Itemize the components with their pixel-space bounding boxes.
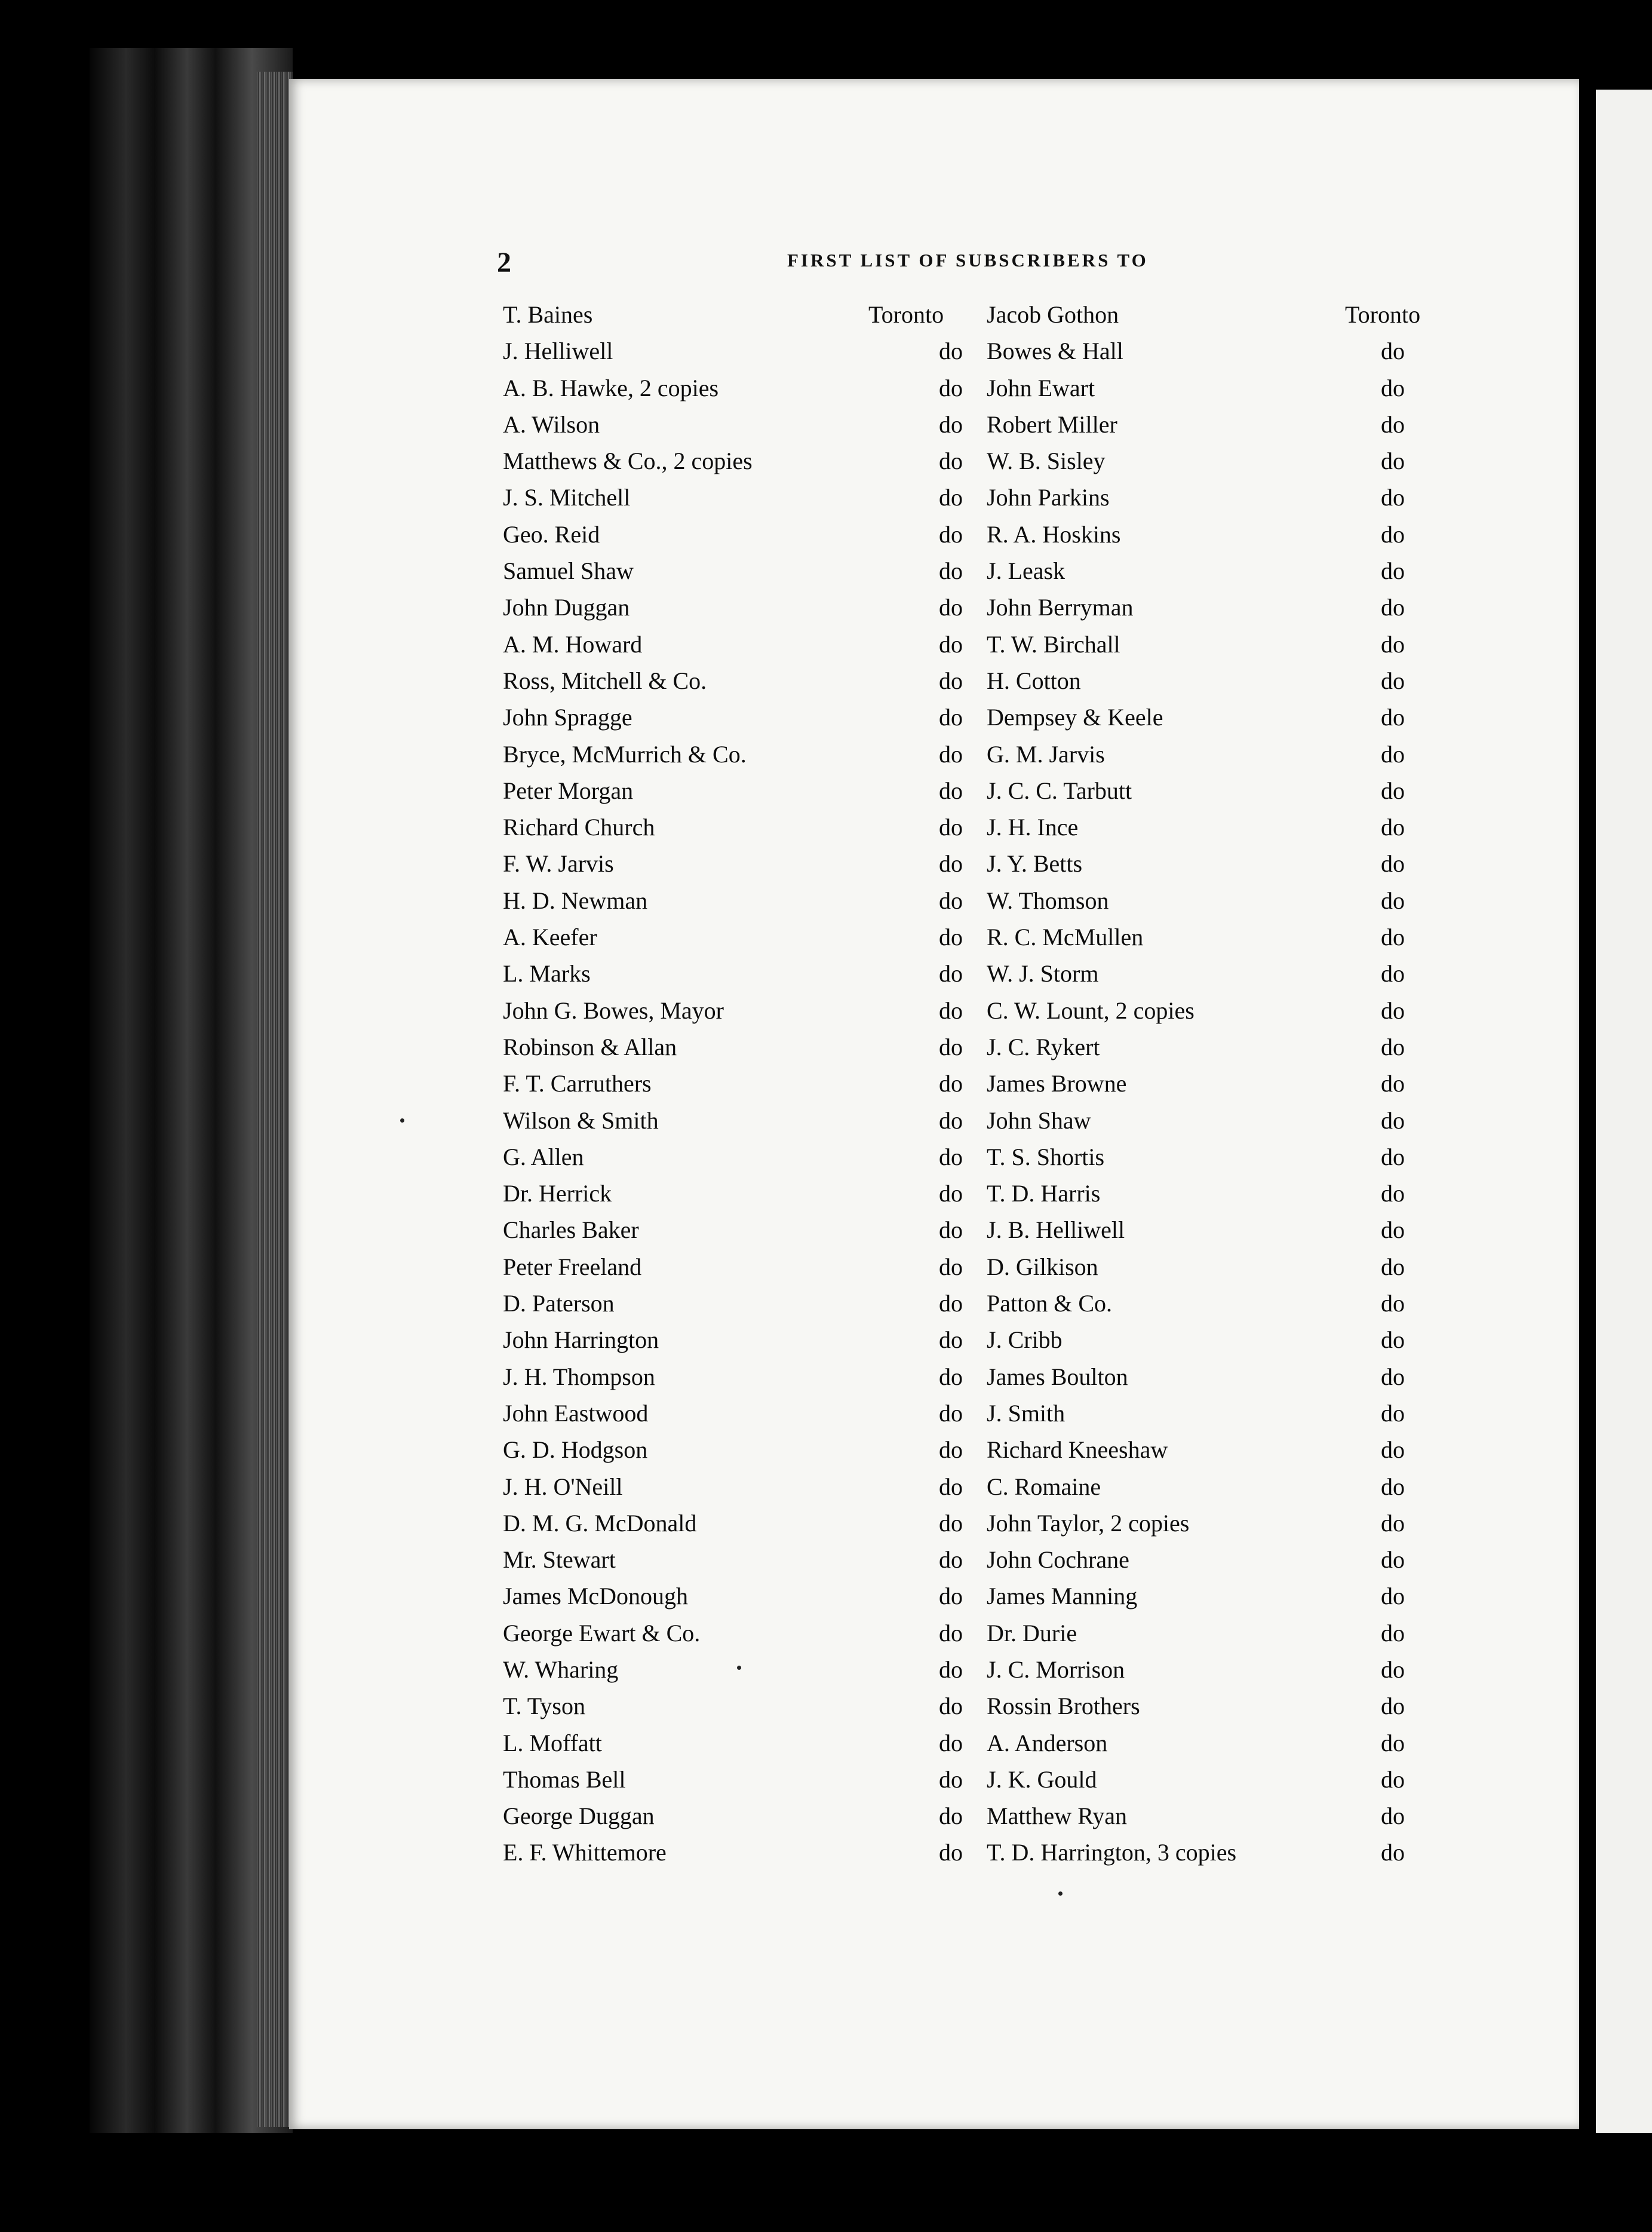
subscriber-name-left: John G. Bowes, Mayor bbox=[503, 997, 724, 1024]
subscriber-row bbox=[497, 955, 1441, 992]
print-speck bbox=[400, 1118, 404, 1123]
subscriber-place-right: do bbox=[1381, 338, 1405, 365]
subscriber-place-right: do bbox=[1381, 1473, 1405, 1500]
subscriber-name-right: J. C. Rykert bbox=[987, 1033, 1100, 1060]
subscriber-name-right: John Shaw bbox=[987, 1106, 1091, 1134]
subscriber-name-right: John Berryman bbox=[987, 594, 1134, 621]
subscriber-place-left: do bbox=[939, 1290, 963, 1317]
subscriber-row bbox=[497, 699, 1441, 735]
subscriber-place-left: do bbox=[939, 1253, 963, 1280]
subscriber-name-left: F. T. Carruthers bbox=[503, 1070, 652, 1097]
subscriber-place-right: do bbox=[1381, 1180, 1405, 1207]
subscriber-name-left: Ross, Mitchell & Co. bbox=[503, 667, 707, 694]
subscriber-place-left: do bbox=[939, 1509, 963, 1537]
subscriber-row bbox=[497, 1761, 1441, 1798]
subscriber-row bbox=[497, 626, 1441, 663]
subscriber-name-right: Dempsey & Keele bbox=[987, 704, 1163, 731]
subscriber-place-right: do bbox=[1381, 557, 1405, 585]
subscriber-row bbox=[497, 1541, 1441, 1578]
subscriber-place-left: do bbox=[939, 1070, 963, 1097]
subscriber-name-left: Bryce, McMurrich & Co. bbox=[503, 740, 747, 768]
subscriber-name-left: Peter Freeland bbox=[503, 1253, 642, 1280]
subscriber-place-left: do bbox=[939, 1655, 963, 1683]
subscriber-place-left: do bbox=[939, 1693, 963, 1720]
subscriber-place-left: do bbox=[939, 924, 963, 951]
subscriber-name-left: Dr. Herrick bbox=[503, 1180, 612, 1207]
subscriber-place-right: do bbox=[1381, 814, 1405, 841]
subscriber-place-right: do bbox=[1381, 1655, 1405, 1683]
subscriber-name-right: James Browne bbox=[987, 1070, 1127, 1097]
subscriber-place-left: Toronto bbox=[868, 301, 944, 328]
subscriber-row bbox=[497, 663, 1441, 699]
subscriber-name-right: Rossin Brothers bbox=[987, 1693, 1140, 1720]
subscriber-place-right: do bbox=[1381, 410, 1405, 438]
subscriber-place-left: do bbox=[939, 1363, 963, 1390]
subscriber-row bbox=[497, 1651, 1441, 1688]
subscriber-place-right: do bbox=[1381, 1839, 1405, 1866]
subscriber-name-left: Samuel Shaw bbox=[503, 557, 634, 585]
subscriber-name-left: George Duggan bbox=[503, 1802, 655, 1830]
print-speck bbox=[737, 1666, 741, 1670]
subscriber-place-right: do bbox=[1381, 704, 1405, 731]
subscriber-row bbox=[497, 370, 1441, 406]
subscriber-place-right: do bbox=[1381, 374, 1405, 401]
subscriber-place-right: do bbox=[1381, 520, 1405, 548]
subscriber-place-left: do bbox=[939, 1839, 963, 1866]
subscriber-place-right: do bbox=[1381, 1802, 1405, 1830]
subscriber-name-left: Thomas Bell bbox=[503, 1765, 626, 1793]
subscriber-name-left: George Ewart & Co. bbox=[503, 1619, 701, 1647]
subscriber-name-left: Charles Baker bbox=[503, 1216, 639, 1244]
subscriber-place-right: do bbox=[1381, 1399, 1405, 1427]
subscriber-place-left: do bbox=[939, 1436, 963, 1464]
subscriber-place-right: do bbox=[1381, 1729, 1405, 1756]
running-head: FIRST LIST OF SUBSCRIBERS TO bbox=[787, 250, 1149, 271]
subscriber-place-left: do bbox=[939, 1180, 963, 1207]
subscriber-name-right: J. Smith bbox=[987, 1399, 1065, 1427]
subscriber-place-left: do bbox=[939, 1033, 963, 1060]
subscriber-place-left: do bbox=[939, 557, 963, 585]
subscriber-place-left: do bbox=[939, 1326, 963, 1354]
subscriber-row bbox=[497, 772, 1441, 809]
subscriber-name-right: C. W. Lount, 2 copies bbox=[987, 997, 1195, 1024]
subscriber-place-left: do bbox=[939, 374, 963, 401]
subscriber-name-right: John Ewart bbox=[987, 374, 1095, 401]
subscriber-name-right: W. B. Sisley bbox=[987, 447, 1106, 475]
subscriber-place-right: do bbox=[1381, 1765, 1405, 1793]
subscriber-place-right: do bbox=[1381, 1326, 1405, 1354]
subscriber-place-left: do bbox=[939, 1546, 963, 1574]
subscriber-place-right: do bbox=[1381, 1693, 1405, 1720]
subscriber-name-right: John Parkins bbox=[987, 484, 1110, 511]
subscriber-name-right: W. J. Storm bbox=[987, 960, 1099, 988]
subscriber-place-left: do bbox=[939, 1473, 963, 1500]
subscriber-place-left: do bbox=[939, 740, 963, 768]
subscriber-place-left: do bbox=[939, 1583, 963, 1610]
subscriber-name-left: T. Tyson bbox=[503, 1693, 585, 1720]
subscriber-name-left: E. F. Whittemore bbox=[503, 1839, 667, 1866]
subscriber-row bbox=[497, 919, 1441, 955]
subscriber-row bbox=[497, 479, 1441, 516]
subscriber-place-right: do bbox=[1381, 924, 1405, 951]
subscriber-row bbox=[497, 992, 1441, 1029]
subscriber-name-left: James McDonough bbox=[503, 1583, 688, 1610]
subscriber-row bbox=[497, 882, 1441, 919]
subscriber-row bbox=[497, 1578, 1441, 1614]
subscriber-row bbox=[497, 1285, 1441, 1322]
subscriber-place-left: do bbox=[939, 594, 963, 621]
subscriber-name-right: J. C. C. Tarbutt bbox=[987, 777, 1132, 804]
subscriber-place-left: do bbox=[939, 777, 963, 804]
subscriber-row bbox=[497, 1139, 1441, 1175]
subscriber-name-left: J. S. Mitchell bbox=[503, 484, 631, 511]
subscriber-name-right: Patton & Co. bbox=[987, 1290, 1113, 1317]
subscriber-place-right: do bbox=[1381, 997, 1405, 1024]
subscriber-place-right: do bbox=[1381, 1436, 1405, 1464]
subscriber-place-right: do bbox=[1381, 594, 1405, 621]
subscriber-row bbox=[497, 589, 1441, 626]
subscriber-name-left: D. M. G. McDonald bbox=[503, 1509, 697, 1537]
subscriber-name-left: Robinson & Allan bbox=[503, 1033, 677, 1060]
subscriber-place-left: do bbox=[939, 1399, 963, 1427]
subscriber-place-left: do bbox=[939, 887, 963, 914]
subscriber-place-left: do bbox=[939, 484, 963, 511]
subscriber-name-left: Richard Church bbox=[503, 814, 655, 841]
subscriber-name-right: A. Anderson bbox=[987, 1729, 1108, 1756]
subscriber-place-left: do bbox=[939, 997, 963, 1024]
subscriber-name-left: J. Helliwell bbox=[503, 338, 613, 365]
subscriber-name-right: C. Romaine bbox=[987, 1473, 1101, 1500]
subscriber-name-right: James Manning bbox=[987, 1583, 1138, 1610]
subscriber-name-left: John Spragge bbox=[503, 704, 632, 731]
subscriber-name-right: R. C. McMullen bbox=[987, 924, 1144, 951]
subscriber-name-left: Peter Morgan bbox=[503, 777, 634, 804]
subscriber-row bbox=[497, 1688, 1441, 1724]
subscriber-place-left: do bbox=[939, 338, 963, 365]
subscriber-place-left: do bbox=[939, 410, 963, 438]
subscriber-row bbox=[497, 406, 1441, 443]
subscriber-place-left: do bbox=[939, 704, 963, 731]
subscriber-name-right: John Cochrane bbox=[987, 1546, 1129, 1574]
subscriber-name-right: W. Thomson bbox=[987, 887, 1109, 914]
subscriber-row bbox=[497, 296, 1441, 333]
subscriber-place-right: Toronto bbox=[1345, 301, 1421, 328]
subscriber-place-left: do bbox=[939, 1729, 963, 1756]
subscriber-name-left: Mr. Stewart bbox=[503, 1546, 616, 1574]
subscriber-row bbox=[497, 1212, 1441, 1248]
subscriber-name-right: Jacob Gothon bbox=[987, 301, 1119, 328]
subscriber-row bbox=[497, 1725, 1441, 1761]
subscriber-name-left: A. Keefer bbox=[503, 924, 597, 951]
subscriber-name-left: J. H. Thompson bbox=[503, 1363, 655, 1390]
subscriber-name-left: Matthews & Co., 2 copies bbox=[503, 447, 753, 475]
subscriber-place-right: do bbox=[1381, 1033, 1405, 1060]
subscriber-name-right: J. K. Gould bbox=[987, 1765, 1097, 1793]
subscriber-place-right: do bbox=[1381, 887, 1405, 914]
subscriber-name-right: T. D. Harrington, 3 copies bbox=[987, 1839, 1237, 1866]
subscriber-place-right: do bbox=[1381, 1290, 1405, 1317]
page-edges bbox=[257, 72, 293, 2127]
subscriber-name-right: Dr. Durie bbox=[987, 1619, 1077, 1647]
subscriber-place-left: do bbox=[939, 1802, 963, 1830]
subscriber-row bbox=[497, 553, 1441, 589]
subscriber-place-right: do bbox=[1381, 1363, 1405, 1390]
subscriber-name-right: J. C. Morrison bbox=[987, 1655, 1125, 1683]
subscriber-row bbox=[497, 516, 1441, 553]
subscriber-name-left: John Harrington bbox=[503, 1326, 659, 1354]
subscriber-place-left: do bbox=[939, 1765, 963, 1793]
subscriber-row bbox=[497, 1065, 1441, 1102]
subscriber-name-left: Geo. Reid bbox=[503, 520, 600, 548]
subscriber-name-right: Richard Kneeshaw bbox=[987, 1436, 1168, 1464]
subscriber-place-right: do bbox=[1381, 447, 1405, 475]
subscriber-row bbox=[497, 1102, 1441, 1139]
subscriber-name-right: John Taylor, 2 copies bbox=[987, 1509, 1190, 1537]
page-number: 2 bbox=[497, 247, 511, 278]
subscriber-row bbox=[497, 1322, 1441, 1358]
subscriber-place-left: do bbox=[939, 630, 963, 658]
subscriber-row bbox=[497, 1798, 1441, 1834]
subscriber-place-right: do bbox=[1381, 777, 1405, 804]
subscriber-name-left: D. Paterson bbox=[503, 1290, 615, 1317]
subscriber-row bbox=[497, 1175, 1441, 1212]
subscriber-name-left: G. D. Hodgson bbox=[503, 1436, 648, 1464]
subscriber-row bbox=[497, 333, 1441, 369]
subscriber-name-right: J. Leask bbox=[987, 557, 1065, 585]
subscriber-place-left: do bbox=[939, 1619, 963, 1647]
subscriber-place-right: do bbox=[1381, 1143, 1405, 1170]
subscriber-place-right: do bbox=[1381, 1583, 1405, 1610]
subscriber-row bbox=[497, 1615, 1441, 1651]
subscriber-name-right: R. A. Hoskins bbox=[987, 520, 1121, 548]
subscriber-name-right: J. B. Helliwell bbox=[987, 1216, 1125, 1244]
subscriber-row bbox=[497, 1834, 1441, 1871]
subscriber-place-right: do bbox=[1381, 960, 1405, 988]
subscriber-place-left: do bbox=[939, 667, 963, 694]
subscriber-name-left: A. M. Howard bbox=[503, 630, 643, 658]
subscriber-row bbox=[497, 1029, 1441, 1065]
subscriber-row bbox=[497, 845, 1441, 882]
subscriber-place-right: do bbox=[1381, 850, 1405, 878]
subscriber-name-left: John Duggan bbox=[503, 594, 630, 621]
print-speck bbox=[1058, 1891, 1063, 1896]
subscriber-name-left: W. Wharing bbox=[503, 1655, 619, 1683]
subscriber-name-left: G. Allen bbox=[503, 1143, 584, 1170]
subscriber-place-right: do bbox=[1381, 1253, 1405, 1280]
subscriber-place-left: do bbox=[939, 1216, 963, 1244]
subscriber-name-right: Bowes & Hall bbox=[987, 338, 1123, 365]
subscriber-place-right: do bbox=[1381, 1619, 1405, 1647]
subscriber-place-right: do bbox=[1381, 1070, 1405, 1097]
subscriber-row bbox=[497, 1359, 1441, 1395]
facing-page-edge bbox=[1596, 90, 1652, 2133]
subscriber-place-right: do bbox=[1381, 1106, 1405, 1134]
subscriber-name-left: L. Marks bbox=[503, 960, 591, 988]
subscriber-place-left: do bbox=[939, 814, 963, 841]
subscriber-row bbox=[497, 443, 1441, 479]
subscriber-place-right: do bbox=[1381, 484, 1405, 511]
subscriber-name-right: J. Cribb bbox=[987, 1326, 1063, 1354]
subscriber-name-right: G. M. Jarvis bbox=[987, 740, 1105, 768]
subscriber-place-right: do bbox=[1381, 630, 1405, 658]
subscriber-place-right: do bbox=[1381, 1546, 1405, 1574]
subscriber-name-right: Matthew Ryan bbox=[987, 1802, 1128, 1830]
subscriber-name-right: T. D. Harris bbox=[987, 1180, 1101, 1207]
subscriber-row bbox=[497, 809, 1441, 845]
subscriber-name-left: J. H. O'Neill bbox=[503, 1473, 623, 1500]
subscriber-name-right: J. Y. Betts bbox=[987, 850, 1083, 878]
subscriber-row bbox=[497, 1395, 1441, 1431]
subscriber-name-right: J. H. Ince bbox=[987, 814, 1079, 841]
subscriber-place-left: do bbox=[939, 1143, 963, 1170]
subscriber-row bbox=[497, 1468, 1441, 1505]
subscriber-list bbox=[497, 296, 1441, 1871]
subscriber-name-left: H. D. Newman bbox=[503, 887, 648, 914]
subscriber-name-right: D. Gilkison bbox=[987, 1253, 1098, 1280]
subscriber-name-left: John Eastwood bbox=[503, 1399, 649, 1427]
subscriber-place-left: do bbox=[939, 447, 963, 475]
subscriber-place-right: do bbox=[1381, 740, 1405, 768]
subscriber-name-right: Robert Miller bbox=[987, 410, 1117, 438]
subscriber-place-left: do bbox=[939, 960, 963, 988]
subscriber-name-left: L. Moffatt bbox=[503, 1729, 602, 1756]
subscriber-name-left: A. Wilson bbox=[503, 410, 600, 438]
subscriber-name-left: A. B. Hawke, 2 copies bbox=[503, 374, 719, 401]
subscriber-name-right: James Boulton bbox=[987, 1363, 1128, 1390]
subscriber-name-left: Wilson & Smith bbox=[503, 1106, 659, 1134]
subscriber-name-right: H. Cotton bbox=[987, 667, 1081, 694]
subscriber-place-left: do bbox=[939, 520, 963, 548]
subscriber-place-right: do bbox=[1381, 1216, 1405, 1244]
subscriber-place-left: do bbox=[939, 1106, 963, 1134]
subscriber-name-right: T. S. Shortis bbox=[987, 1143, 1105, 1170]
subscriber-place-right: do bbox=[1381, 1509, 1405, 1537]
subscriber-name-right: T. W. Birchall bbox=[987, 630, 1120, 658]
subscriber-place-right: do bbox=[1381, 667, 1405, 694]
subscriber-row bbox=[497, 736, 1441, 772]
subscriber-row bbox=[497, 1249, 1441, 1285]
subscriber-row bbox=[497, 1505, 1441, 1541]
subscriber-place-left: do bbox=[939, 850, 963, 878]
subscriber-name-left: T. Baines bbox=[503, 301, 593, 328]
subscriber-row bbox=[497, 1431, 1441, 1468]
subscriber-name-left: F. W. Jarvis bbox=[503, 850, 614, 878]
